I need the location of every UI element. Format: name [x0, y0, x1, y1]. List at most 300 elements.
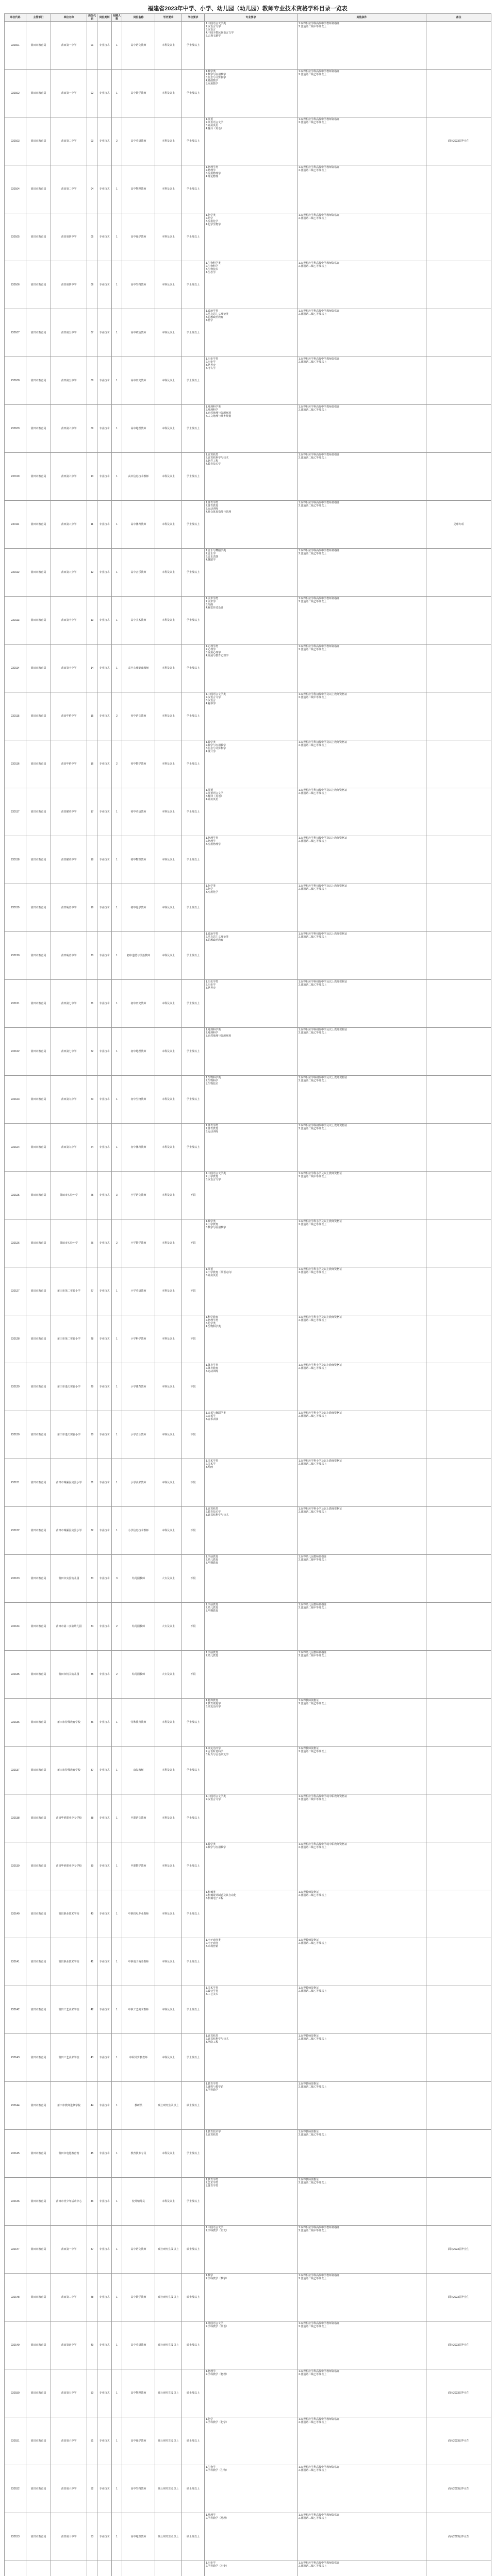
major-requirements-cell: 1.物理学类 2.物理学 3.应用物理学 4.理论物理: [205, 165, 298, 213]
degree-cell: 学士及以上: [182, 884, 205, 932]
remarks-cell: [426, 1172, 491, 1219]
degree-cell: 学士及以上: [182, 357, 205, 405]
unit-name-cell: 莆田第八中学: [51, 2465, 87, 2513]
degree-cell: 学士及以上: [182, 836, 205, 884]
degree-cell: 学士及以上: [182, 2034, 205, 2082]
department-cell: 莆田市教育局: [26, 692, 51, 740]
remarks-cell: [426, 1555, 491, 1603]
table-row: [5, 165, 491, 213]
post-code-cell: 47: [87, 2226, 97, 2274]
table-row: [5, 2369, 491, 2417]
headcount-cell: 2: [112, 740, 122, 788]
post-code-cell: 14: [87, 645, 97, 692]
degree-cell: 学士及以上: [182, 1747, 205, 1794]
headcount-cell: 2: [112, 1603, 122, 1651]
unit-name-cell: 莆田第七中学: [51, 1028, 87, 1076]
remarks-cell: [426, 1603, 491, 1651]
post-category-cell: 专业技术: [97, 2369, 112, 2417]
remarks-cell: 面向2023届毕业生: [426, 2417, 491, 2465]
remarks-cell: [426, 2082, 491, 2130]
post-code-cell: 23: [87, 1076, 97, 1124]
major-requirements-cell: 1.中国语言文学类 2.汉语言文学 3.汉语言 4.中国少数民族语言文学 5.古典文献学: [205, 22, 298, 70]
post-name-cell: 高中数学教师: [122, 70, 155, 117]
department-cell: 莆田市教育局: [26, 453, 51, 501]
post-category-cell: 专业技术: [97, 549, 112, 597]
unit-name-cell: 莆田市第二实验小学: [51, 1315, 87, 1363]
department-cell: 莆田市教育局: [26, 1842, 51, 1890]
post-code-cell: 31: [87, 1459, 97, 1507]
column-header: 岗位类别: [97, 14, 112, 22]
other-conditions-cell: 1.取得相应学科高级中学教师资格证 2.普通话二级甲等及以上: [298, 2226, 426, 2274]
table-row: [5, 2130, 491, 2178]
unit-name-cell: 莆田职业技术学校: [51, 1938, 87, 1986]
headcount-cell: 1: [112, 405, 122, 453]
education-cell: 硕士研究生及以上: [155, 2417, 182, 2465]
unit-code-cell: 230140: [5, 1890, 26, 1938]
remarks-cell: [426, 1124, 491, 1172]
other-conditions-cell: 1.取得教师资格证 2.普通话二级乙等及以上: [298, 2082, 426, 2130]
remarks-cell: [426, 213, 491, 261]
table-row: [5, 1651, 491, 1699]
unit-code-cell: 230129: [5, 1363, 26, 1411]
post-name-cell: 高中地理教师: [122, 405, 155, 453]
post-code-cell: 46: [87, 2178, 97, 2226]
post-code-cell: 33: [87, 1555, 97, 1603]
department-cell: 莆田市教育局: [26, 213, 51, 261]
major-requirements-cell: 1.中国语言文学类 2.汉语言文学 3.汉语言 4.秘书学: [205, 692, 298, 740]
education-cell: 本科及以上: [155, 213, 182, 261]
unit-code-cell: 230109: [5, 405, 26, 453]
post-code-cell: 02: [87, 70, 97, 117]
post-category-cell: 专业技术: [97, 597, 112, 645]
post-name-cell: 小学数学教师: [122, 1219, 155, 1267]
post-category-cell: 专业技术: [97, 2226, 112, 2274]
degree-cell: 硕士及以上: [182, 2513, 205, 2561]
post-code-cell: 41: [87, 1938, 97, 1986]
post-name-cell: 幼儿园教师: [122, 1603, 155, 1651]
unit-code-cell: 230111: [5, 501, 26, 549]
department-cell: 莆田市教育局: [26, 501, 51, 549]
degree-cell: 不限: [182, 1267, 205, 1315]
major-requirements-cell: 1.中国语言文学类 2.汉语言文学: [205, 1794, 298, 1842]
post-code-cell: 44: [87, 2082, 97, 2130]
table-row: [5, 213, 491, 261]
unit-name-cell: 莆田第五中学: [51, 2369, 87, 2417]
post-code-cell: 35: [87, 1651, 97, 1699]
table-row: [5, 1938, 491, 1986]
department-cell: 莆田市教育局: [26, 1315, 51, 1363]
headcount-cell: 1: [112, 1028, 122, 1076]
department-cell: 莆田市教育局: [26, 788, 51, 836]
remarks-cell: [426, 453, 491, 501]
other-conditions-cell: 1.取得教师资格证 2.普通话二级乙等及以上: [298, 1938, 426, 1986]
headcount-cell: 1: [112, 597, 122, 645]
post-code-cell: 24: [87, 1124, 97, 1172]
department-cell: 莆田市教育局: [26, 1219, 51, 1267]
post-category-cell: 专业技术: [97, 980, 112, 1028]
department-cell: 莆田市教育局: [26, 117, 51, 165]
post-category-cell: 专业技术: [97, 1315, 112, 1363]
remarks-cell: [426, 1699, 491, 1747]
unit-code-cell: 230131: [5, 1459, 26, 1507]
remarks-cell: [426, 836, 491, 884]
major-requirements-cell: 1.英语 2.英语语言文学 3.翻译（英语） 4.商务英语: [205, 788, 298, 836]
unit-name-cell: 莆田砺青中学: [51, 932, 87, 980]
headcount-cell: 1: [112, 213, 122, 261]
department-cell: 莆田市教育局: [26, 1459, 51, 1507]
headcount-cell: 1: [112, 2226, 122, 2274]
education-cell: 本科及以上: [155, 1363, 182, 1411]
post-category-cell: 专业技术: [97, 645, 112, 692]
unit-name-cell: 莆田第五中学: [51, 357, 87, 405]
post-code-cell: [87, 2561, 97, 2576]
post-code-cell: 07: [87, 309, 97, 357]
other-conditions-cell: 1.取得相应学科高级中学教师资格证 2.普通话二级乙等及以上: [298, 261, 426, 309]
unit-code-cell: 230119: [5, 884, 26, 932]
headcount-cell: 3: [112, 1172, 122, 1219]
degree-cell: 学士及以上: [182, 645, 205, 692]
other-conditions-cell: 1.取得相应学科小学及以上教师资格证 2.普通话二级乙等及以上: [298, 1315, 426, 1363]
post-name-cell: 初中英语教师: [122, 788, 155, 836]
unit-code-cell: 230102: [5, 70, 26, 117]
degree-cell: 学士及以上: [182, 1124, 205, 1172]
unit-code-cell: 230134: [5, 1603, 26, 1651]
table-row: [5, 932, 491, 980]
table-row: [5, 2513, 491, 2561]
post-category-cell: 专业技术: [97, 1459, 112, 1507]
degree-cell: 学士及以上: [182, 2178, 205, 2226]
department-cell: 莆田市教育局: [26, 1603, 51, 1651]
remarks-cell: 面向2023届毕业生: [426, 2465, 491, 2513]
degree-cell: 学士及以上: [182, 1890, 205, 1938]
unit-name-cell: 莆田第十中学: [51, 2513, 87, 2561]
post-category-cell: 专业技术: [97, 1124, 112, 1172]
department-cell: 莆田市教育局: [26, 1890, 51, 1938]
post-name-cell: 高中语文教师: [122, 2226, 155, 2274]
unit-code-cell: 230120: [5, 932, 26, 980]
table-row: [5, 980, 491, 1028]
education-cell: 本科及以上: [155, 1028, 182, 1076]
table-row: [5, 2226, 491, 2274]
post-category-cell: 专业技术: [97, 2417, 112, 2465]
major-requirements-cell: 1.生物学 2.学科教学（生物）: [205, 2465, 298, 2513]
education-cell: 本科及以上: [155, 692, 182, 740]
major-requirements-cell: 1.心理学类 2.心理学 3.应用心理学 4.发展与教育心理学: [205, 645, 298, 692]
education-cell: 本科及以上: [155, 1172, 182, 1219]
post-category-cell: 专业技术: [97, 70, 112, 117]
remarks-cell: [426, 22, 491, 70]
other-conditions-cell: 1.取得教师资格证 2.普通话二级乙等及以上: [298, 2034, 426, 2082]
post-code-cell: 22: [87, 1028, 97, 1076]
remarks-cell: 面向2023届毕业生: [426, 2369, 491, 2417]
unit-name-cell: 莆田第七中学: [51, 980, 87, 1028]
unit-name-cell: 莆田工艺美术学校: [51, 2034, 87, 2082]
unit-code-cell: 230143: [5, 2034, 26, 2082]
post-category-cell: 专业技术: [97, 788, 112, 836]
other-conditions-cell: 1.取得相应学科初级中学及以上教师资格证 2.普通话二级乙等及以上: [298, 1124, 426, 1172]
other-conditions-cell: 1.取得相应学科高级中学教师资格证 2.普通话二级甲等及以上: [298, 22, 426, 70]
post-name-cell: 初中历史教师: [122, 980, 155, 1028]
education-cell: 本科及以上: [155, 1219, 182, 1267]
education-cell: 本科及以上: [155, 2034, 182, 2082]
table-row: [5, 501, 491, 549]
unit-code-cell: 230138: [5, 1794, 26, 1842]
remarks-cell: [426, 2130, 491, 2178]
headcount-cell: 1: [112, 645, 122, 692]
post-code-cell: 29: [87, 1363, 97, 1411]
department-cell: 莆田市教育局: [26, 1411, 51, 1459]
department-cell: 莆田市教育局: [26, 2226, 51, 2274]
remarks-cell: [426, 405, 491, 453]
degree-cell: 学士及以上: [182, 501, 205, 549]
degree-cell: 不限: [182, 1507, 205, 1555]
post-category-cell: 专业技术: [97, 2034, 112, 2082]
unit-name-cell: 莆田第六中学: [51, 405, 87, 453]
education-cell: 本科及以上: [155, 740, 182, 788]
major-requirements-cell: 1.历史学类 2.历史学 3.世界史: [205, 980, 298, 1028]
other-conditions-cell: 1.取得幼儿园教师资格证 2.普通话二级甲等及以上: [298, 1555, 426, 1603]
other-conditions-cell: 1.取得相应学科初级中学及以上教师资格证 2.普通话二级乙等及以上: [298, 788, 426, 836]
education-cell: 本科及以上: [155, 1842, 182, 1890]
unit-name-cell: 莆田第六中学: [51, 2417, 87, 2465]
major-requirements-cell: 1.外国语言文学 2.学科教学（英语）: [205, 2321, 298, 2369]
degree-cell: 学士及以上: [182, 22, 205, 70]
table-row: [5, 1794, 491, 1842]
headcount-cell: 1: [112, 1794, 122, 1842]
department-cell: 莆田市教育局: [26, 357, 51, 405]
department-cell: 莆田市教育局: [26, 2369, 51, 2417]
degree-cell: 学士及以上: [182, 165, 205, 213]
unit-name-cell: 莆田第一中学: [51, 70, 87, 117]
post-category-cell: 专业技术: [97, 2513, 112, 2561]
unit-name-cell: 莆田市逸夫实验小学: [51, 1411, 87, 1459]
remarks-cell: [426, 932, 491, 980]
other-conditions-cell: 1.取得相应学科高级中学或中职教师资格证 2.普通话二级乙等及以上: [298, 1842, 426, 1890]
unit-name-cell: 莆田擢英中学: [51, 788, 87, 836]
table-row: [5, 2034, 491, 2082]
major-requirements-cell: 1.数学 2.学科教学（数学）: [205, 2274, 298, 2321]
unit-code-cell: 230139: [5, 1842, 26, 1890]
other-conditions-cell: 1.取得相应学科高级中学教师资格证 2.普通话二级乙等及以上: [298, 117, 426, 165]
post-category-cell: 专业技术: [97, 2130, 112, 2178]
department-cell: 莆田市教育局: [26, 2130, 51, 2178]
post-category-cell: 专业技术: [97, 2178, 112, 2226]
post-name-cell: 高中语文教师: [122, 22, 155, 70]
other-conditions-cell: 1.取得相应学科小学及以上教师资格证 2.普通话二级乙等及以上: [298, 1363, 426, 1411]
headcount-cell: 1: [112, 357, 122, 405]
department-cell: 莆田市教育局: [26, 1747, 51, 1794]
post-name-cell: 康复教师: [122, 1747, 155, 1794]
other-conditions-cell: 1.取得教师资格证 2.普通话二级乙等及以上: [298, 1890, 426, 1938]
remarks-cell: [426, 597, 491, 645]
post-name-cell: 特殊教育教师: [122, 1699, 155, 1747]
other-conditions-cell: 1.取得相应学科高级中学教师资格证 2.普通话二级乙等及以上: [298, 453, 426, 501]
table-row: [5, 2465, 491, 2513]
unit-name-cell: 莆田市电化教育馆: [51, 2130, 87, 2178]
recruitment-table: [4, 13, 491, 2576]
headcount-cell: 1: [112, 2465, 122, 2513]
unit-code-cell: 230132: [5, 1507, 26, 1555]
education-cell: 本科及以上: [155, 549, 182, 597]
other-conditions-cell: 1.取得相应学科高级中学教师资格证 2.普通话二级乙等及以上: [298, 309, 426, 357]
education-cell: 本科及以上: [155, 1124, 182, 1172]
post-code-cell: 40: [87, 1890, 97, 1938]
unit-name-cell: 莆田华侨中学: [51, 740, 87, 788]
post-name-cell: 初中物理教师: [122, 836, 155, 884]
unit-name-cell: 莆田市逸夫实验小学: [51, 1363, 87, 1411]
post-code-cell: 27: [87, 1267, 97, 1315]
post-name-cell: 高中化学教师: [122, 213, 155, 261]
education-cell: 本科及以上: [155, 117, 182, 165]
unit-code-cell: 230113: [5, 597, 26, 645]
column-header: 单位代码: [5, 14, 26, 22]
unit-name-cell: 莆田第二中学: [51, 2274, 87, 2321]
unit-code-cell: 230153: [5, 2513, 26, 2561]
education-cell: 本科及以上: [155, 645, 182, 692]
education-cell: 本科及以上: [155, 501, 182, 549]
unit-name-cell: 莆田第二中学: [51, 165, 87, 213]
degree-cell: 学士及以上: [182, 70, 205, 117]
post-category-cell: 专业技术: [97, 932, 112, 980]
headcount-cell: 1: [112, 1890, 122, 1938]
post-code-cell: 38: [87, 1794, 97, 1842]
table-row: [5, 788, 491, 836]
major-requirements-cell: 1.美术学类 2.设计学类 3.工艺美术: [205, 1986, 298, 2034]
other-conditions-cell: 1.取得相应学科高级中学或中职教师资格证 2.普通话二级甲等及以上: [298, 1794, 426, 1842]
unit-name-cell: 莆田第一中学: [51, 22, 87, 70]
headcount-cell: 1: [112, 22, 122, 70]
education-cell: 本科及以上: [155, 2130, 182, 2178]
department-cell: 莆田市教育局: [26, 1172, 51, 1219]
remarks-cell: [426, 692, 491, 740]
department-cell: 莆田市教育局: [26, 1986, 51, 2034]
table-row: [5, 884, 491, 932]
post-category-cell: 专业技术: [97, 1603, 112, 1651]
other-conditions-cell: 1.取得相应学科小学及以上教师资格证 2.普通话二级乙等及以上: [298, 1267, 426, 1315]
table-row: [5, 117, 491, 165]
other-conditions-cell: 1.取得幼儿园教师资格证 2.普通话二级甲等及以上: [298, 1603, 426, 1651]
remarks-cell: [426, 1842, 491, 1890]
post-code-cell: 25: [87, 1172, 97, 1219]
headcount-cell: 1: [112, 1076, 122, 1124]
education-cell: 本科及以上: [155, 597, 182, 645]
other-conditions-cell: 1.取得相应学科高级中学教师资格证 2.普通话二级乙等及以上: [298, 597, 426, 645]
remarks-cell: [426, 1219, 491, 1267]
remarks-cell: [426, 1076, 491, 1124]
major-requirements-cell: 1.学前教育 2.幼儿教育 3.早期教育: [205, 1603, 298, 1651]
post-name-cell: 初中生物教师: [122, 1076, 155, 1124]
column-header: 岗位代码: [87, 14, 97, 22]
column-header: 其他条件: [298, 14, 426, 22]
education-cell: 本科及以上: [155, 932, 182, 980]
unit-code-cell: 230126: [5, 1219, 26, 1267]
department-cell: 莆田市教育局: [26, 836, 51, 884]
post-name-cell: 中职语文教师: [122, 1794, 155, 1842]
post-category-cell: 专业技术: [97, 1411, 112, 1459]
degree-cell: 学士及以上: [182, 932, 205, 980]
post-name-cell: 教研员: [122, 2082, 155, 2130]
headcount-cell: 1: [112, 884, 122, 932]
education-cell: 本科及以上: [155, 1267, 182, 1315]
table-row: [5, 836, 491, 884]
post-code-cell: 42: [87, 1986, 97, 2034]
remarks-cell: [426, 357, 491, 405]
degree-cell: 学士及以上: [182, 549, 205, 597]
unit-code-cell: 230142: [5, 1986, 26, 2034]
post-name-cell: 中职工艺美术教师: [122, 1986, 155, 2034]
remarks-cell: [426, 2561, 491, 2576]
education-cell: 硕士研究生及以上: [155, 2369, 182, 2417]
unit-code-cell: 230141: [5, 1938, 26, 1986]
unit-name-cell: 莆田市青少年活动中心: [51, 2178, 87, 2226]
post-code-cell: 09: [87, 405, 97, 453]
degree-cell: 学士及以上: [182, 1699, 205, 1747]
unit-name-cell: 莆田第十中学: [51, 597, 87, 645]
post-name-cell: 幼儿园教师: [122, 1555, 155, 1603]
education-cell: 本科及以上: [155, 357, 182, 405]
degree-cell: 硕士及以上: [182, 2465, 205, 2513]
department-cell: 莆田市教育局: [26, 1507, 51, 1555]
remarks-cell: [426, 1890, 491, 1938]
education-cell: 本科及以上: [155, 165, 182, 213]
department-cell: 莆田市教育局: [26, 2513, 51, 2561]
department-cell: 莆田市教育局: [26, 884, 51, 932]
post-category-cell: 专业技术: [97, 117, 112, 165]
headcount-cell: 1: [112, 1124, 122, 1172]
other-conditions-cell: 1.取得相应学科高级中学教师资格证 2.普通话二级乙等及以上: [298, 165, 426, 213]
post-name-cell: 初中数学教师: [122, 740, 155, 788]
headcount-cell: 1: [112, 2417, 122, 2465]
other-conditions-cell: 1.取得相应学科高级中学教师资格证 2.普通话二级乙等及以上: [298, 2274, 426, 2321]
education-cell: 本科及以上: [155, 1747, 182, 1794]
unit-code-cell: 230110: [5, 453, 26, 501]
headcount-cell: 1: [112, 2513, 122, 2561]
degree-cell: 不限: [182, 1603, 205, 1651]
headcount-cell: 1: [112, 453, 122, 501]
major-requirements-cell: 1.化学类 2.化学 3.应用化学 4.化学生物学: [205, 213, 298, 261]
major-requirements-cell: 1.学前教育 2.幼儿教育 3.早期教育: [205, 1555, 298, 1603]
post-name-cell: 高中生物教师: [122, 2465, 155, 2513]
department-cell: 莆田市教育局: [26, 70, 51, 117]
headcount-cell: 1: [112, 1363, 122, 1411]
headcount-cell: 1: [112, 788, 122, 836]
post-code-cell: 08: [87, 357, 97, 405]
department-cell: 莆田市教育局: [26, 1028, 51, 1076]
headcount-cell: 1: [112, 2130, 122, 2178]
major-requirements-cell: 1.地理科学类 2.地理科学 3.自然地理与资源环境 4.人文地理与城乡规划: [205, 405, 298, 453]
degree-cell: 不限: [182, 1411, 205, 1459]
remarks-cell: [426, 1267, 491, 1315]
post-name-cell: 高中数学教师: [122, 2274, 155, 2321]
unit-name-cell: 莆田第十中学: [51, 645, 87, 692]
headcount-cell: 1: [112, 1986, 122, 2034]
post-category-cell: 专业技术: [97, 1363, 112, 1411]
post-category-cell: 专业技术: [97, 2274, 112, 2321]
table-row: [5, 453, 491, 501]
education-cell: 本科及以上: [155, 1938, 182, 1986]
department-cell: 莆田市教育局: [26, 2082, 51, 2130]
unit-name-cell: 莆田第四中学: [51, 261, 87, 309]
department-cell: 莆田市教育局: [26, 1124, 51, 1172]
remarks-cell: [426, 70, 491, 117]
department-cell: 莆田市教育局: [26, 2321, 51, 2369]
department-cell: 莆田市教育局: [26, 1076, 51, 1124]
education-cell: 硕士研究生及以上: [155, 2513, 182, 2561]
other-conditions-cell: 1.取得相应学科初级中学及以上教师资格证 2.普通话二级乙等及以上: [298, 1076, 426, 1124]
unit-code-cell: 230146: [5, 2178, 26, 2226]
education-cell: 本科及以上: [155, 1794, 182, 1842]
education-cell: 本科及以上: [155, 788, 182, 836]
